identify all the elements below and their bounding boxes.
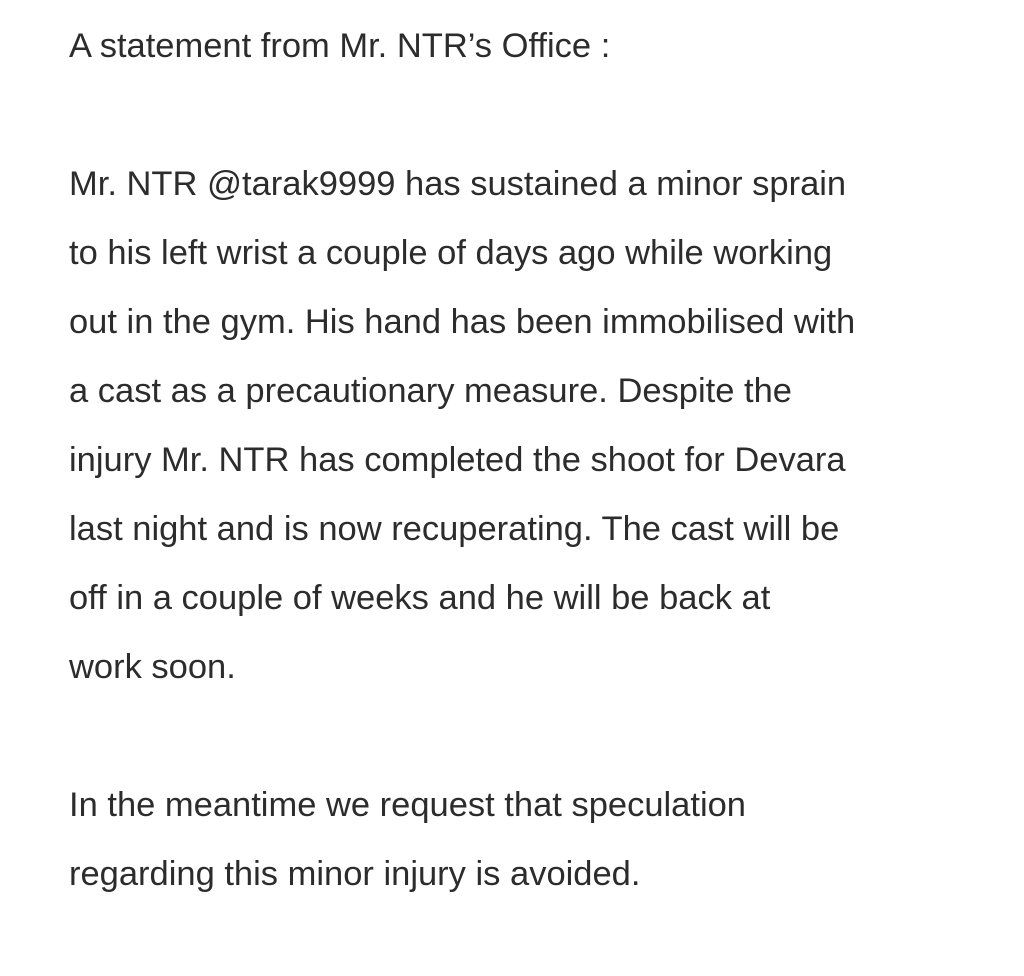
paragraph-line: out in the gym. His hand has been immobilised with: [69, 303, 856, 341]
paragraph-line: a cast as a precautionary measure. Despite the: [69, 372, 792, 410]
paragraph-line: In the meantime we request that speculation: [69, 786, 746, 824]
paragraph-line: off in a couple of weeks and he will be back at: [69, 579, 771, 617]
paragraph-request: [69, 771, 989, 909]
paragraph-injury-details: [69, 150, 989, 702]
statement-document: [69, 12, 989, 909]
paragraph-spacer: [69, 702, 989, 771]
paragraph-line: last night and is now recuperating. The cast will be: [69, 510, 840, 548]
paragraph-line: Mr. NTR @tarak9999 has sustained a minor sprain: [69, 165, 847, 203]
paragraph-line: regarding this minor injury is avoided.: [69, 855, 641, 893]
paragraph-line: work soon.: [69, 648, 236, 686]
statement-heading: A statement from Mr. NTR’s Office :: [69, 27, 611, 65]
paragraph-line: injury Mr. NTR has completed the shoot for Devara: [69, 441, 846, 479]
paragraph-spacer: [69, 81, 989, 150]
paragraph-line: to his left wrist a couple of days ago while working: [69, 234, 833, 272]
